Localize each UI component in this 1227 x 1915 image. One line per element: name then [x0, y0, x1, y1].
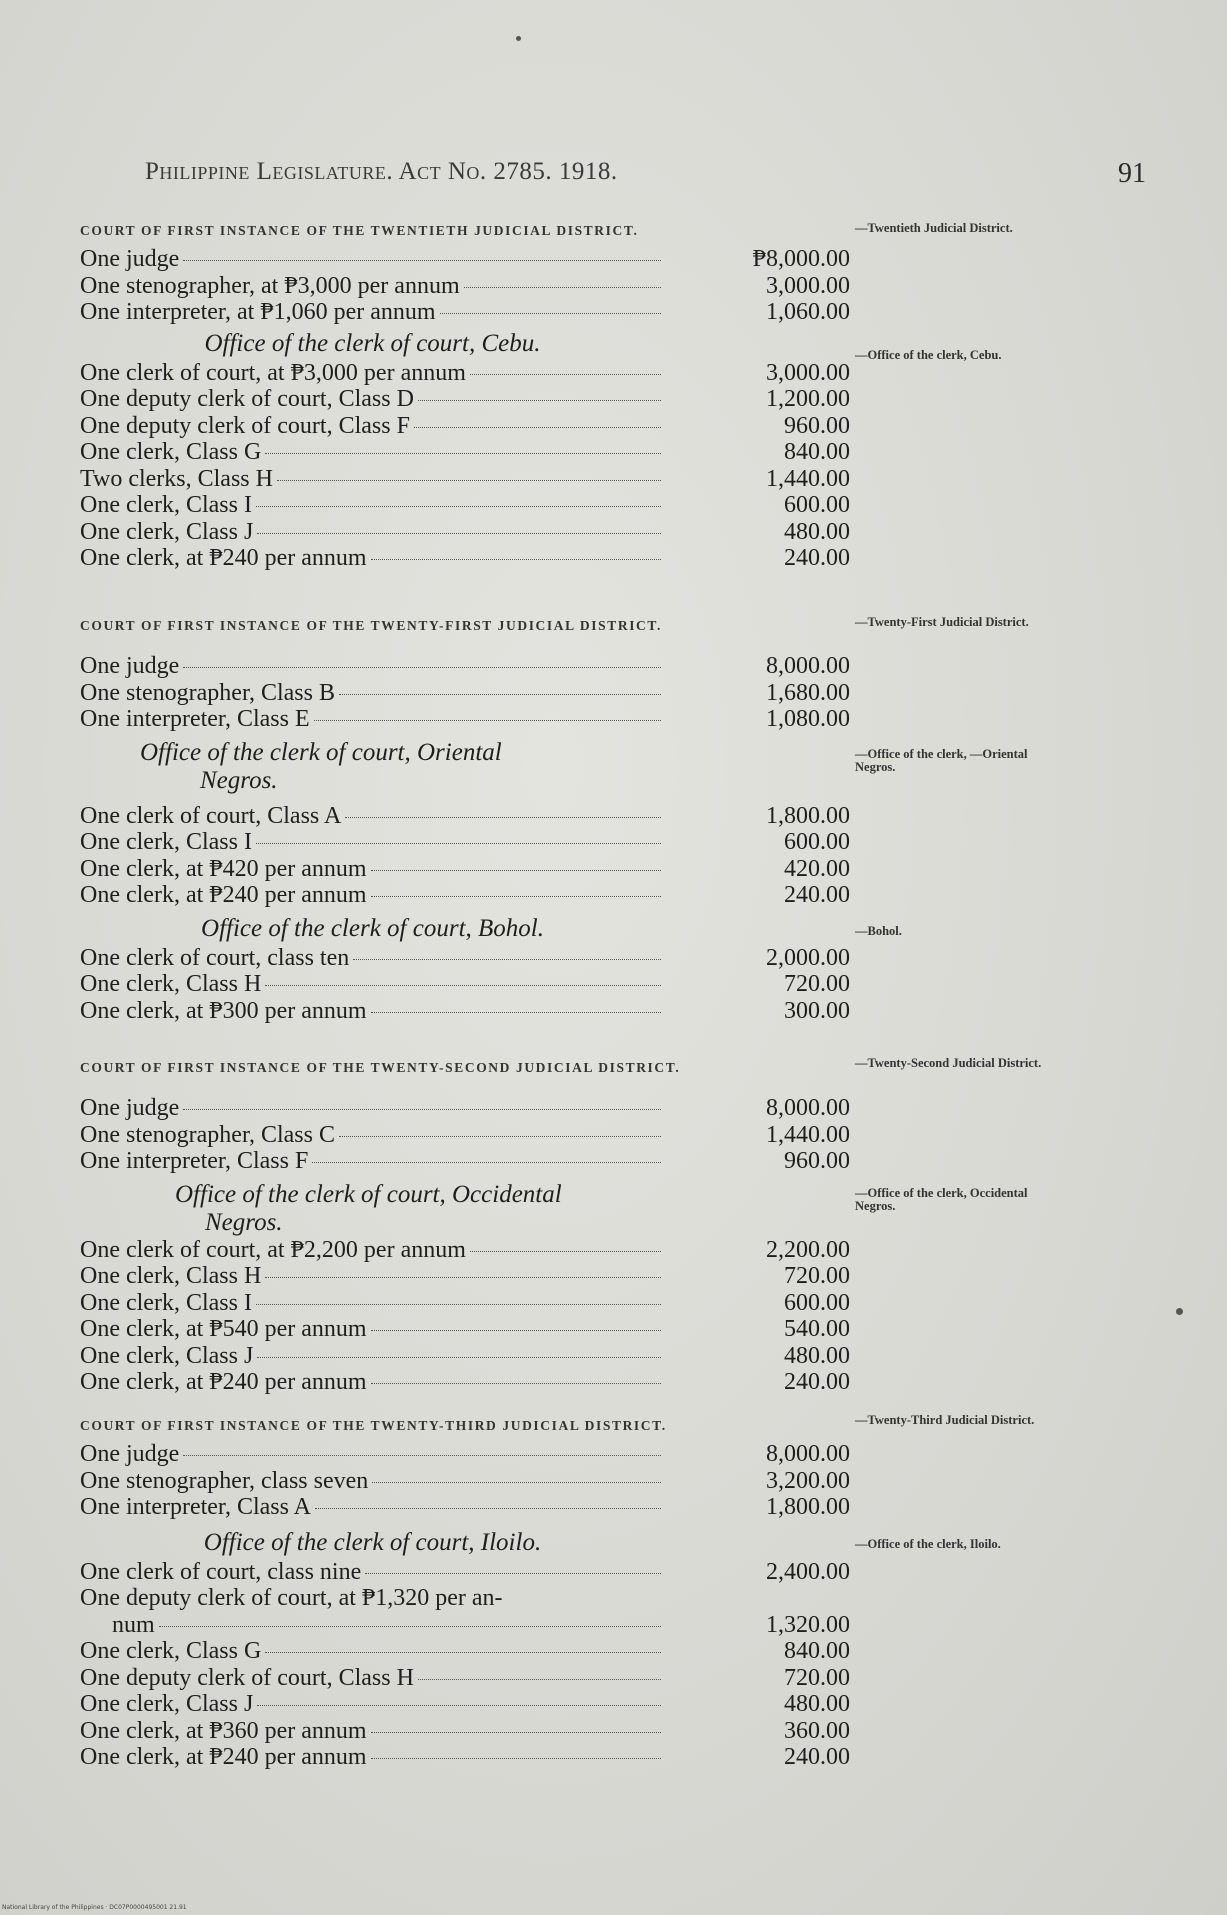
leader-dots — [371, 559, 661, 560]
line-label: One clerk of court, class ten — [80, 944, 350, 971]
leader-dots — [440, 313, 661, 314]
dust-speck — [516, 36, 521, 41]
line-label: One clerk, at ₱240 per annum — [80, 545, 367, 571]
leader-dots — [183, 667, 661, 668]
line-item — [80, 998, 850, 1025]
line-amount: 480.00 — [784, 1342, 850, 1369]
leader-dots — [314, 720, 661, 721]
line-item — [80, 1290, 850, 1317]
office-title: Office of the clerk of court, Iloilo. — [203, 1528, 542, 1556]
leader-dots — [183, 1109, 661, 1110]
line-item — [80, 856, 850, 883]
line-item — [80, 1148, 850, 1175]
office-title-line: Office of the clerk of court, Oriental — [140, 738, 502, 766]
line-amount: 480.00 — [784, 518, 850, 545]
line-label: One clerk, Class J — [80, 1342, 254, 1369]
line-item — [80, 882, 850, 909]
line-amount: 600.00 — [784, 829, 850, 855]
line-amount: 1,200.00 — [766, 386, 850, 412]
line-label: One deputy clerk of court, Class F — [80, 412, 410, 439]
line-label: One clerk, Class I — [80, 829, 252, 855]
line-item — [80, 1095, 850, 1122]
margin-note: —Twentieth Judicial District. — [855, 221, 1013, 235]
line-item — [80, 680, 850, 707]
line-amount: 2,000.00 — [766, 944, 850, 971]
section-twenty-second-district — [80, 1053, 850, 1396]
line-item — [80, 360, 850, 387]
leader-dots — [464, 287, 661, 288]
leader-dots — [265, 1652, 661, 1653]
leader-dots — [312, 1162, 661, 1163]
line-label: One clerk, at ₱360 per annum — [80, 1717, 367, 1744]
line-item — [80, 1638, 850, 1665]
line-item — [80, 1718, 850, 1745]
line-amount: 420.00 — [784, 855, 850, 882]
line-item — [80, 492, 850, 519]
running-head — [145, 158, 618, 186]
line-amount: 8,000.00 — [766, 1095, 850, 1121]
line-label: One interpreter, Class E — [80, 706, 310, 732]
line-label: Two clerks, Class H — [80, 465, 273, 492]
leader-dots — [183, 1455, 661, 1456]
line-label: One stenographer, Class C — [80, 1121, 335, 1148]
line-label: One interpreter, Class A — [80, 1494, 311, 1520]
line-amount: 1,060.00 — [766, 299, 850, 325]
line-item — [80, 1744, 850, 1771]
leader-dots — [371, 1758, 661, 1759]
line-label: One clerk, at ₱240 per annum — [80, 1744, 367, 1770]
margin-note: —Bohol. — [855, 924, 902, 938]
line-label: One clerk, Class G — [80, 1638, 262, 1664]
line-amount: 600.00 — [784, 492, 850, 518]
line-label: One judge — [80, 246, 180, 272]
leader-dots — [159, 1626, 661, 1627]
leader-dots — [371, 1012, 661, 1013]
line-amount: 840.00 — [784, 1638, 850, 1664]
line-amount: 540.00 — [784, 1316, 850, 1342]
line-amount: 300.00 — [784, 997, 850, 1024]
line-item — [80, 439, 850, 466]
district-heading: COURT OF FIRST INSTANCE OF THE TWENTIETH JUDICIAL DISTRICT. — [80, 223, 639, 238]
line-item — [80, 1122, 850, 1149]
line-label: One clerk, at ₱540 per annum — [80, 1316, 367, 1342]
line-amount: 2,400.00 — [766, 1558, 850, 1585]
line-item-continued — [80, 1585, 850, 1612]
line-item — [80, 1494, 850, 1521]
line-item — [80, 1237, 850, 1264]
line-label: One judge — [80, 653, 180, 679]
line-item — [80, 519, 850, 546]
line-amount: 1,080.00 — [766, 706, 850, 732]
line-item — [80, 1691, 850, 1718]
line-amount: 720.00 — [784, 1263, 850, 1289]
line-item — [80, 466, 850, 493]
line-item — [80, 273, 850, 300]
district-heading: COURT OF FIRST INSTANCE OF THE TWENTY-THIRD JUDICIAL DISTRICT. — [80, 1418, 667, 1433]
leader-dots — [183, 260, 661, 261]
line-label: One deputy clerk of court, at ₱1,320 per an- — [80, 1585, 503, 1611]
line-amount: 1,680.00 — [766, 679, 850, 706]
leader-dots — [257, 1705, 661, 1706]
line-item — [80, 299, 850, 326]
line-amount: 360.00 — [784, 1717, 850, 1744]
line-item — [80, 1468, 850, 1495]
line-item — [80, 653, 850, 680]
line-amount: ₱8,000.00 — [752, 246, 850, 272]
leader-dots — [418, 1679, 661, 1680]
running-head-text: Philippine Legislature. Act No. 2785. 1918. — [145, 158, 618, 185]
office-title-line: Negros. — [200, 766, 278, 794]
line-label: One clerk, Class J — [80, 518, 254, 545]
line-amount: 840.00 — [784, 439, 850, 465]
line-amount: 960.00 — [784, 412, 850, 439]
leader-dots — [265, 453, 661, 454]
leader-dots — [265, 1277, 661, 1278]
line-label: One stenographer, Class B — [80, 679, 335, 706]
leader-dots — [470, 374, 661, 375]
line-amount: 960.00 — [784, 1148, 850, 1174]
line-item — [80, 545, 850, 572]
leader-dots — [371, 896, 661, 897]
line-amount: 480.00 — [784, 1691, 850, 1717]
line-amount: 1,320.00 — [766, 1611, 850, 1638]
line-amount: 240.00 — [784, 545, 850, 571]
line-label: One clerk, at ₱240 per annum — [80, 882, 367, 908]
line-item — [80, 1316, 850, 1343]
leader-dots — [257, 533, 661, 534]
line-label: One clerk, Class H — [80, 971, 262, 997]
office-title: Office of the clerk of court, Cebu. — [204, 329, 541, 357]
line-label: num — [112, 1611, 155, 1638]
leader-dots — [277, 480, 661, 481]
line-amount: 720.00 — [784, 1664, 850, 1691]
office-title — [80, 1181, 665, 1237]
line-amount: 8,000.00 — [766, 1441, 850, 1467]
leader-dots — [256, 1304, 661, 1305]
line-label: One clerk, Class I — [80, 1289, 252, 1316]
leader-dots — [365, 1573, 661, 1574]
line-amount: 240.00 — [784, 882, 850, 908]
line-label: One clerk, Class H — [80, 1263, 262, 1289]
line-amount: 240.00 — [784, 1744, 850, 1770]
leader-dots — [256, 506, 661, 507]
leader-dots — [470, 1251, 661, 1252]
district-heading: COURT OF FIRST INSTANCE OF THE TWENTY-FIRST JUDICIAL DISTRICT. — [80, 618, 662, 633]
line-amount: 600.00 — [784, 1289, 850, 1316]
line-item — [80, 1343, 850, 1370]
line-label: One clerk, at ₱300 per annum — [80, 997, 367, 1024]
line-label: One judge — [80, 1095, 180, 1121]
line-amount: 1,440.00 — [766, 1121, 850, 1148]
margin-note: —Office of the clerk, —Oriental Negros. — [855, 747, 1028, 774]
dust-speck — [1176, 1308, 1183, 1315]
line-amount: 720.00 — [784, 971, 850, 997]
leader-dots — [371, 1732, 661, 1733]
office-title — [80, 739, 665, 795]
line-amount: 240.00 — [784, 1369, 850, 1395]
line-amount: 1,800.00 — [766, 1494, 850, 1520]
leader-dots — [372, 1482, 661, 1483]
district-heading: COURT OF FIRST INSTANCE OF THE TWENTY-SECOND JUDICIAL DISTRICT. — [80, 1060, 681, 1075]
line-label: One stenographer, class seven — [80, 1467, 369, 1494]
line-item — [80, 1263, 850, 1290]
leader-dots — [257, 1357, 661, 1358]
leader-dots — [353, 959, 661, 960]
page-number: 91 — [1118, 158, 1146, 189]
line-amount: 1,800.00 — [766, 802, 850, 829]
leader-dots — [315, 1508, 661, 1509]
line-item — [80, 945, 850, 972]
line-item — [80, 1369, 850, 1396]
line-item — [80, 1559, 850, 1586]
margin-note: —Twenty-Third Judicial District. — [855, 1413, 1035, 1427]
line-item — [80, 246, 850, 273]
line-label: One clerk of court, at ₱3,000 per annum — [80, 359, 466, 386]
line-label: One clerk of court, Class A — [80, 802, 342, 829]
leader-dots — [339, 1136, 661, 1137]
margin-note: —Office of the clerk, Cebu. — [855, 348, 1002, 362]
leader-dots — [256, 843, 661, 844]
section-twenty-first-district — [80, 611, 850, 1024]
line-label: One clerk, Class I — [80, 492, 252, 518]
office-title: Office of the clerk of court, Bohol. — [201, 914, 544, 942]
leader-dots — [371, 1383, 661, 1384]
line-label: One clerk, at ₱240 per annum — [80, 1369, 367, 1395]
line-item — [80, 1612, 850, 1639]
line-item — [80, 706, 850, 733]
margin-note: —Twenty-Second Judicial District. — [855, 1056, 1042, 1070]
line-label: One clerk, at ₱420 per annum — [80, 855, 367, 882]
line-label: One deputy clerk of court, Class H — [80, 1664, 414, 1691]
line-item — [80, 803, 850, 830]
line-item — [80, 971, 850, 998]
line-label: One interpreter, Class F — [80, 1148, 309, 1174]
leader-dots — [371, 870, 661, 871]
margin-note: —Office of the clerk, Iloilo. — [855, 1537, 1001, 1551]
line-label: One interpreter, at ₱1,060 per annum — [80, 299, 436, 325]
office-title-line: Negros. — [205, 1208, 283, 1236]
office-title-line: Office of the clerk of court, Occidental — [175, 1180, 562, 1208]
leader-dots — [414, 427, 661, 428]
line-amount: 3,000.00 — [766, 359, 850, 386]
line-label: One stenographer, at ₱3,000 per annum — [80, 272, 460, 299]
line-item — [80, 386, 850, 413]
line-label: One clerk of court, class nine — [80, 1558, 362, 1585]
line-label: One clerk, Class J — [80, 1691, 254, 1717]
leader-dots — [371, 1330, 661, 1331]
margin-note: —Office of the clerk, Occidental Negros. — [855, 1186, 1028, 1213]
line-item — [80, 413, 850, 440]
line-label: One deputy clerk of court, Class D — [80, 386, 414, 412]
line-amount: 8,000.00 — [766, 653, 850, 679]
section-twentieth-district — [80, 216, 850, 572]
line-amount: 1,440.00 — [766, 465, 850, 492]
line-item — [80, 1665, 850, 1692]
line-amount: 3,000.00 — [766, 272, 850, 299]
line-amount: 2,200.00 — [766, 1236, 850, 1263]
leader-dots — [418, 400, 661, 401]
line-item — [80, 829, 850, 856]
line-label: One judge — [80, 1441, 180, 1467]
line-amount: 3,200.00 — [766, 1467, 850, 1494]
margin-note: —Twenty-First Judicial District. — [855, 615, 1029, 629]
line-label: One clerk, Class G — [80, 439, 262, 465]
scan-tag: National Library of the Philippines · DC07P0000495001 21.91 — [2, 1904, 187, 1911]
leader-dots — [345, 817, 661, 818]
line-item — [80, 1441, 850, 1468]
section-twenty-third-district — [80, 1411, 850, 1771]
line-label: One clerk of court, at ₱2,200 per annum — [80, 1236, 466, 1263]
leader-dots — [265, 985, 661, 986]
leader-dots — [339, 694, 661, 695]
